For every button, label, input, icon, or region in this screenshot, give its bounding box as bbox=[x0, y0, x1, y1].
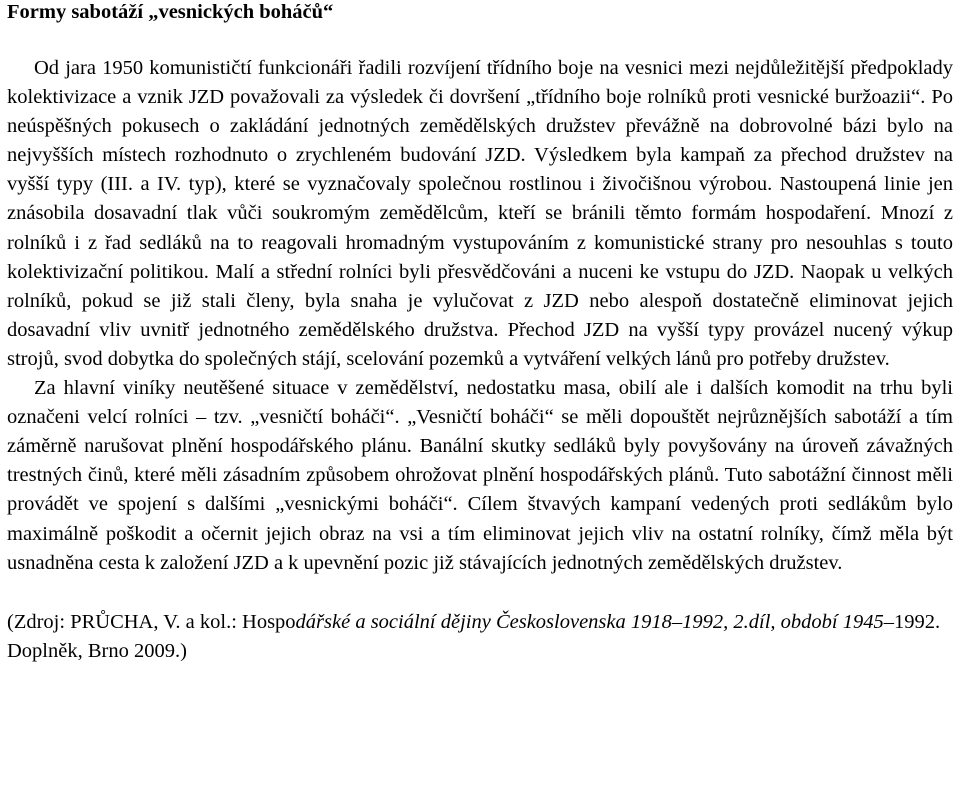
document-title: Formy sabotáží „vesnických boháčů“ bbox=[7, 1, 334, 23]
source-suffix: –1992. Doplněk, Brno 2009.) bbox=[7, 610, 941, 662]
paragraph-1: Od jara 1950 komunističtí funkcionáři řadili rozvíjení třídního boje na vesnici mezi nejdůležitější předpoklady kolektivizace a vznik JZD považovali za výsledek či dovršení „třídního boje rolníků proti vesnické buržoazii“. Po neúspěšných pokusech o zakládání jednotných zemědělských družstev převážně na dobrovolné bázi bylo na nejvyšších místech rozhodnuto o zrychleném budování JZD. Výsledkem byla kampaň za přechod družstev na vyšší typy (III. a IV. typ), které se vyznačovaly společnou rostlinou i živočišnou výrobou. Nastoupená linie jen znásobila dosavadní tlak vůči soukromým zemědělcům, kteří se bránili těmto formám hospodaření. Mnozí z rolníků i z řad sedláků na to reagovali hromadným vystupováním z komunistické strany pro nesouhlas s touto kolektivizační politikou. Malí a střední rolníci byli přesvědčováni a nuceni ke vstupu do JZD. Naopak u velkých rolníků, pokud se již stali členy, byla snaha je vylučovat z JZD nebo alespoň dostatečně eliminovat jejich dosavadní vliv uvnitř jednotného zemědělského družstva. Přechod JZD na vyšší typy provázel nucený výkup strojů, svod dobytka do společných stájí, scelování pozemků a vytváření velkých lánů pro potřeby družstev. bbox=[7, 57, 953, 370]
paragraph-2: Za hlavní viníky neutěšené situace v zemědělství, nedostatku masa, obilí ale i dalších komodit na trhu byli označeni velcí rolníci – tzv. „vesničtí boháči“. „Vesničtí boháči“ se měli dopouštět nejrůznějších sabotáží a tím záměrně narušovat plnění hospodářského plánu. Banální skutky sedláků byly povyšovány na úroveň závažných trestných činů, které měli zásadním způsobem ohrožovat plnění hospodářských plánů. Tuto sabotážní činnost měli provádět ve spojení s dalšími „vesnickými boháči“. Cílem štvavých kampaní vedených proti sedlákům bylo maximálně poškodit a očernit jejich obraz na vsi a tím eliminovat jejich vliv na ostatní rolníky, čímž měla být usnadněna cesta k založení JZD a k upevnění pozic již stávajících jednotných zemědělských družstev. bbox=[7, 377, 953, 574]
source-prefix: (Zdroj: PRŮCHA, V. a kol.: Hospo bbox=[7, 610, 296, 633]
source-italic-title: dářské a sociální dějiny Československa 1918–1992, 2.díl, období 1945 bbox=[295, 610, 884, 633]
source-citation bbox=[7, 608, 953, 666]
document-page bbox=[7, 0, 953, 666]
